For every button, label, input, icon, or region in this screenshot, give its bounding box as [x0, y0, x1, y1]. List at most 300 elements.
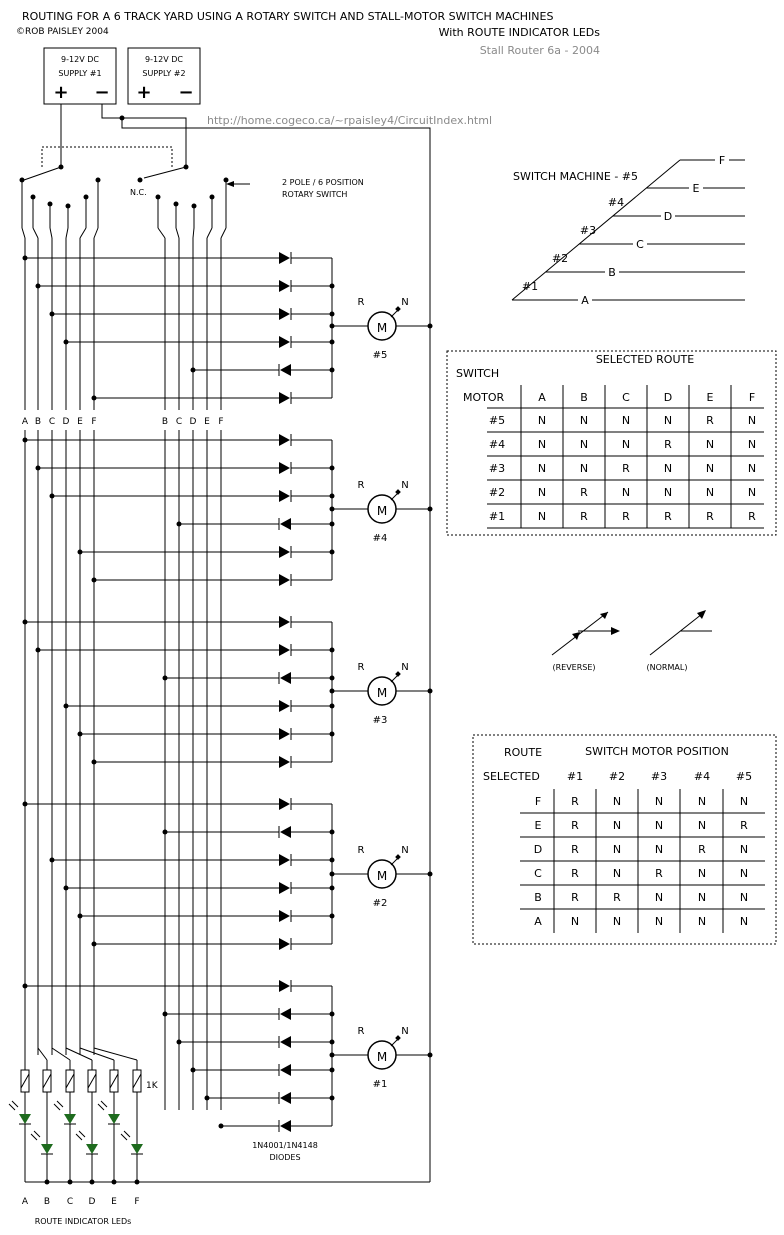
- table1-cell: R: [706, 414, 714, 427]
- table2-cell: R: [571, 867, 579, 880]
- yard-track-label: E: [692, 182, 700, 195]
- table2-cell: N: [654, 915, 664, 928]
- table2-col-header: #3: [650, 770, 668, 783]
- led-emission: [101, 1101, 107, 1107]
- motor-indicator-tip: [395, 671, 401, 677]
- junction-dot: [330, 1040, 335, 1045]
- junction-dot: [64, 886, 69, 891]
- diode: [280, 1008, 291, 1020]
- table1-cell: N: [747, 438, 757, 451]
- legend-arrow: [611, 627, 620, 635]
- table2-cell: N: [612, 795, 622, 808]
- table2-col-header: #2: [608, 770, 626, 783]
- motor-id-label: #3: [372, 715, 388, 726]
- yard-track-label: D: [663, 210, 673, 223]
- rotary-pole1-arm: [24, 167, 61, 180]
- table2-cell: R: [613, 891, 621, 904]
- diagram-title: ROUTING FOR A 6 TRACK YARD USING A ROTARY SWITCH AND STALL-MOTOR SWITCH MACHINES: [22, 10, 554, 23]
- rotary-contact-lead: [207, 228, 212, 238]
- bus-letter: C: [175, 417, 183, 427]
- table2-cell: N: [697, 915, 707, 928]
- motor-indicator-tip: [395, 489, 401, 495]
- legend-reverse-line: [552, 612, 608, 655]
- motor-n-label: N: [401, 480, 409, 491]
- junction-dot: [330, 1096, 335, 1101]
- bus-letter: C: [48, 417, 56, 427]
- junction-dot: [92, 760, 97, 765]
- table2-cell: N: [739, 843, 749, 856]
- yard-machine-label: #3: [579, 224, 597, 237]
- version-label: Stall Router 6a - 2004: [479, 44, 600, 57]
- junction-dot: [330, 466, 335, 471]
- selected-route-table: [447, 351, 776, 535]
- led-emission: [34, 1131, 40, 1137]
- junction-dot: [78, 550, 83, 555]
- bus-letter-labels: [22, 417, 224, 427]
- table1-cell: N: [747, 486, 757, 499]
- table1-cell: N: [663, 462, 673, 475]
- motor-block: [23, 252, 433, 404]
- diode: [279, 756, 290, 768]
- diode: [279, 462, 290, 474]
- table1-cell: R: [748, 510, 756, 523]
- junction-dot: [23, 984, 28, 989]
- junction-dot: [23, 802, 28, 807]
- table2-cell: N: [739, 795, 749, 808]
- table2-cell: R: [571, 843, 579, 856]
- junction-dot: [163, 676, 168, 681]
- junction-dot: [330, 732, 335, 737]
- table1-row-header: #4: [488, 438, 506, 451]
- table2-cell: R: [571, 891, 579, 904]
- diode: [279, 434, 290, 446]
- diodes-label-line1: 1N4001/1N4148: [252, 1141, 318, 1150]
- led-section-label: ROUTE INDICATOR LEDs: [34, 1217, 132, 1226]
- rotary-label-line2: ROTARY SWITCH: [282, 190, 348, 199]
- led: [19, 1114, 31, 1124]
- table1-cell: R: [622, 462, 630, 475]
- junction-dot: [428, 1053, 433, 1058]
- table2-cell: N: [654, 795, 664, 808]
- table1-header-left2: MOTOR: [463, 391, 505, 404]
- motor-symbol: M: [376, 686, 388, 700]
- table2-cell: R: [698, 843, 706, 856]
- table2-cell: N: [612, 915, 622, 928]
- rotary-contact-lead: [66, 228, 68, 238]
- junction-dot: [36, 284, 41, 289]
- junction-dot: [23, 256, 28, 261]
- bus-letter: E: [204, 417, 210, 427]
- table1-cell: N: [663, 414, 673, 427]
- junction-dot: [330, 676, 335, 681]
- junction-dot: [428, 872, 433, 877]
- table2-cell: N: [654, 843, 664, 856]
- table2-cell: N: [570, 915, 580, 928]
- diode: [280, 364, 291, 376]
- motor-n-label: N: [401, 662, 409, 673]
- led-letter: F: [134, 1197, 140, 1207]
- junction-dot: [191, 368, 196, 373]
- junction-dot: [428, 324, 433, 329]
- rotary-pole2-arm: [144, 167, 186, 178]
- table2-cell: R: [571, 795, 579, 808]
- led: [41, 1144, 53, 1154]
- diode: [279, 910, 290, 922]
- rotary-contact-lead: [94, 228, 98, 238]
- motor-r-label: R: [357, 662, 365, 673]
- table1-cell: N: [621, 486, 631, 499]
- motor-indicator-tip: [395, 1035, 401, 1041]
- junction-dot: [330, 1068, 335, 1073]
- table2-row-header: D: [533, 843, 543, 856]
- junction-dot: [330, 648, 335, 653]
- table1-cell: N: [621, 414, 631, 427]
- led-emission: [9, 1104, 15, 1110]
- diode: [280, 672, 291, 684]
- table2-row-header: F: [534, 795, 542, 808]
- switch-motor-position-table: [473, 735, 776, 944]
- table2-cell: R: [655, 867, 663, 880]
- table1-cell: N: [537, 510, 547, 523]
- diode: [280, 1064, 291, 1076]
- junction-dot: [330, 1012, 335, 1017]
- diode: [279, 854, 290, 866]
- table2-cell: N: [739, 915, 749, 928]
- led-emission: [54, 1104, 60, 1110]
- motor-r-label: R: [357, 1026, 365, 1037]
- led-emission: [76, 1134, 82, 1140]
- table1-col-header: E: [706, 391, 714, 404]
- led-emission: [57, 1101, 63, 1107]
- junction-dot: [330, 494, 335, 499]
- led-emission: [31, 1134, 37, 1140]
- rotary-contact-lead: [33, 228, 38, 238]
- rotary-contact-lead: [158, 228, 165, 238]
- motor-block: [23, 434, 433, 586]
- led-feed: [80, 1048, 114, 1060]
- supply-1-plus: +: [53, 82, 69, 103]
- supply-2-line2: SUPPLY #2: [142, 69, 186, 78]
- table1-cell: N: [705, 438, 715, 451]
- diode: [279, 280, 290, 292]
- table1-cell: N: [705, 486, 715, 499]
- table1-cell: R: [580, 486, 588, 499]
- junction-dot: [330, 368, 335, 373]
- bus-letter: D: [189, 417, 197, 427]
- led: [86, 1144, 98, 1154]
- junction-dot: [428, 689, 433, 694]
- motor-n-label: N: [401, 845, 409, 856]
- legend-normal-line: [650, 614, 702, 655]
- junction-dot: [23, 438, 28, 443]
- motor-block: [23, 798, 433, 950]
- supply-wiring: [61, 104, 430, 1182]
- table2-cell: N: [654, 891, 664, 904]
- rotary-contact-lead: [50, 228, 52, 238]
- legend-arrow: [697, 610, 706, 619]
- table1-cell: N: [663, 486, 673, 499]
- led-feed: [38, 1048, 47, 1060]
- table2-row-header: A: [534, 915, 542, 928]
- table1-col-header: D: [663, 391, 673, 404]
- table1-col-header: F: [748, 391, 756, 404]
- led-emission: [124, 1131, 130, 1137]
- motor-block: [23, 616, 433, 768]
- diode: [280, 1120, 291, 1132]
- junction-dot: [330, 886, 335, 891]
- junction-dot: [177, 1040, 182, 1045]
- table2-header-top: SWITCH MOTOR POSITION: [585, 745, 729, 758]
- supply-1: [44, 48, 116, 104]
- table1-header-top: SELECTED ROUTE: [595, 353, 695, 366]
- junction-dot: [330, 550, 335, 555]
- junction-dot: [330, 312, 335, 317]
- legend-reverse-label: (REVERSE): [552, 663, 596, 672]
- table1-cell: R: [580, 510, 588, 523]
- junction-dot: [330, 914, 335, 919]
- led-feed: [94, 1048, 137, 1060]
- supply-1-line1: 9-12V DC: [61, 55, 99, 64]
- table2-cell: N: [739, 891, 749, 904]
- bus-letter: B: [161, 417, 169, 427]
- junction-dot: [330, 830, 335, 835]
- junction-dot: [92, 396, 97, 401]
- table1-cell: N: [537, 438, 547, 451]
- table2-cell: N: [612, 819, 622, 832]
- table1-cell: N: [747, 462, 757, 475]
- junction-dot: [219, 1124, 224, 1129]
- supply-2-line1: 9-12V DC: [145, 55, 183, 64]
- diode: [279, 616, 290, 628]
- table1-cell: N: [705, 462, 715, 475]
- motor-r-label: R: [357, 845, 365, 856]
- table2-cell: N: [697, 795, 707, 808]
- table1-cell: R: [622, 510, 630, 523]
- table2-cell: N: [697, 867, 707, 880]
- table2-cell: N: [612, 843, 622, 856]
- led-letter: E: [111, 1197, 117, 1207]
- junction-dot: [78, 732, 83, 737]
- table1-cell: R: [664, 438, 672, 451]
- junction-dot: [163, 830, 168, 835]
- diode: [279, 644, 290, 656]
- diode: [279, 700, 290, 712]
- led: [64, 1114, 76, 1124]
- table1-cell: N: [537, 486, 547, 499]
- table2-cell: N: [654, 819, 664, 832]
- table1-row-header: #2: [488, 486, 506, 499]
- diode: [279, 574, 290, 586]
- diode: [279, 308, 290, 320]
- rotary-nc-label: N.C.: [130, 188, 147, 197]
- table2-col-header: #4: [693, 770, 711, 783]
- table1-header-left1: SWITCH: [456, 367, 500, 380]
- junction-dot: [50, 312, 55, 317]
- rotary-pole2-contact: [138, 178, 143, 183]
- led-emission: [79, 1131, 85, 1137]
- motor-indicator: [391, 493, 398, 500]
- table2-cell: R: [740, 819, 748, 832]
- junction-dot: [428, 507, 433, 512]
- led-letter: C: [66, 1197, 74, 1207]
- junction-dot: [330, 858, 335, 863]
- motor-indicator: [391, 858, 398, 865]
- junction-dot: [330, 340, 335, 345]
- table2-header-left2: SELECTED: [483, 770, 540, 783]
- motor-symbol: M: [376, 869, 388, 883]
- junction-dot: [92, 578, 97, 583]
- led-letter: B: [43, 1197, 51, 1207]
- diode: [280, 1092, 291, 1104]
- motor-indicator-tip: [395, 854, 401, 860]
- table2-cell: N: [612, 867, 622, 880]
- position-legend: [552, 610, 712, 672]
- diode: [279, 546, 290, 558]
- table1-cell: N: [537, 462, 547, 475]
- motor-id-label: #4: [372, 533, 388, 544]
- diode: [280, 518, 291, 530]
- junction-dot: [163, 1012, 168, 1017]
- diode: [279, 798, 290, 810]
- junction-dot: [78, 914, 83, 919]
- led-feed: [52, 1048, 70, 1060]
- motor-indicator: [391, 310, 398, 317]
- bus-letter: E: [77, 417, 83, 427]
- supply-2: [128, 48, 200, 104]
- led-letter: A: [21, 1197, 29, 1207]
- motor-symbol: M: [376, 1050, 388, 1064]
- table2-cell: N: [739, 867, 749, 880]
- table2-col-header: #1: [566, 770, 584, 783]
- bus-letter: B: [34, 417, 42, 427]
- led: [108, 1114, 120, 1124]
- table1-cell: N: [747, 414, 757, 427]
- table1-row-header: #1: [488, 510, 506, 523]
- motor-indicator: [391, 1039, 398, 1046]
- rotary-label-line1: 2 POLE / 6 POSITION: [282, 178, 364, 187]
- table2-cell: N: [697, 819, 707, 832]
- motor-indicator: [391, 675, 398, 682]
- junction-dot: [330, 522, 335, 527]
- diode: [279, 980, 290, 992]
- motor-r-label: R: [357, 297, 365, 308]
- table1-cell: N: [579, 438, 589, 451]
- diode: [279, 938, 290, 950]
- motor-r-label: R: [357, 480, 365, 491]
- motor-symbol: M: [376, 504, 388, 518]
- yard-machine-label: #4: [607, 196, 625, 209]
- table1-row-header: #3: [488, 462, 506, 475]
- led-letter: D: [88, 1197, 96, 1207]
- diagram-subtitle: With ROUTE INDICATOR LEDs: [438, 26, 600, 39]
- junction-dot: [191, 1068, 196, 1073]
- table1-cell: N: [579, 414, 589, 427]
- table1-col-header: C: [622, 391, 630, 404]
- resistor-value-label: 1K: [146, 1081, 158, 1091]
- table2-row-header: B: [534, 891, 542, 904]
- table1-cell: R: [706, 510, 714, 523]
- diode: [279, 392, 290, 404]
- rotary-contact-lead: [193, 228, 194, 238]
- rotary-contact-lead: [221, 228, 226, 238]
- junction-dot: [330, 284, 335, 289]
- table1-cell: N: [537, 414, 547, 427]
- supply-1-line2: SUPPLY #1: [58, 69, 102, 78]
- motor-id-label: #5: [372, 350, 388, 361]
- rotary-contact-lead: [22, 228, 25, 238]
- motor-n-label: N: [401, 297, 409, 308]
- bus-letter: F: [91, 417, 97, 427]
- diode: [279, 882, 290, 894]
- motor-blocks: [23, 252, 433, 1132]
- yard-track-label: F: [718, 154, 726, 167]
- junction-dot: [330, 704, 335, 709]
- junction-dot: [64, 340, 69, 345]
- supply-2-minus: −: [178, 82, 194, 103]
- junction-dot: [50, 494, 55, 499]
- diode: [279, 728, 290, 740]
- junction-dot: [50, 858, 55, 863]
- junction-dot: [205, 1096, 210, 1101]
- yard-machine-label: #1: [521, 280, 539, 293]
- junction-dot: [92, 942, 97, 947]
- motor-id-label: #2: [372, 898, 388, 909]
- junction-dot: [36, 466, 41, 471]
- diode: [279, 490, 290, 502]
- led-emission: [98, 1104, 104, 1110]
- table1-cell: N: [579, 462, 589, 475]
- motor-id-label: #1: [372, 1079, 388, 1090]
- diode: [280, 1036, 291, 1048]
- led-feed: [66, 1048, 92, 1060]
- bus-letter: D: [62, 417, 70, 427]
- table2-row-header: C: [534, 867, 542, 880]
- table1-cell: N: [621, 438, 631, 451]
- diode: [280, 826, 291, 838]
- bus-letter: F: [218, 417, 224, 427]
- diodes-label-line2: DIODES: [269, 1153, 301, 1162]
- yard-diagram: [512, 153, 745, 307]
- led: [131, 1144, 143, 1154]
- yard-machine-label: #2: [551, 252, 569, 265]
- table2-cell: N: [697, 891, 707, 904]
- junction-dot: [64, 704, 69, 709]
- table2-col-header: #5: [735, 770, 753, 783]
- bus-letter: A: [21, 417, 29, 427]
- yard-track-label: A: [581, 294, 589, 307]
- diode: [279, 336, 290, 348]
- led-emission: [121, 1134, 127, 1140]
- junction-dot: [177, 522, 182, 527]
- legend-normal-label: (NORMAL): [646, 663, 688, 672]
- junction-dot: [23, 620, 28, 625]
- author-credit: ©ROB PAISLEY 2004: [16, 27, 109, 37]
- motor-symbol: M: [376, 321, 388, 335]
- table2-cell: R: [571, 819, 579, 832]
- supply-2-plus: +: [136, 82, 152, 103]
- motor-indicator-tip: [395, 306, 401, 312]
- yard-track-label: C: [636, 238, 644, 251]
- table1-col-header: B: [580, 391, 588, 404]
- table1-col-header: A: [538, 391, 546, 404]
- table2-header-left1: ROUTE: [504, 746, 543, 759]
- source-url: http://home.cogeco.ca/~rpaisley4/CircuitIndex.html: [207, 114, 493, 127]
- motor-n-label: N: [401, 1026, 409, 1037]
- rotary-contact-lead: [176, 228, 179, 238]
- rotary-contact-lead: [80, 228, 86, 238]
- led-emission: [12, 1101, 18, 1107]
- legend-arrow: [600, 612, 608, 619]
